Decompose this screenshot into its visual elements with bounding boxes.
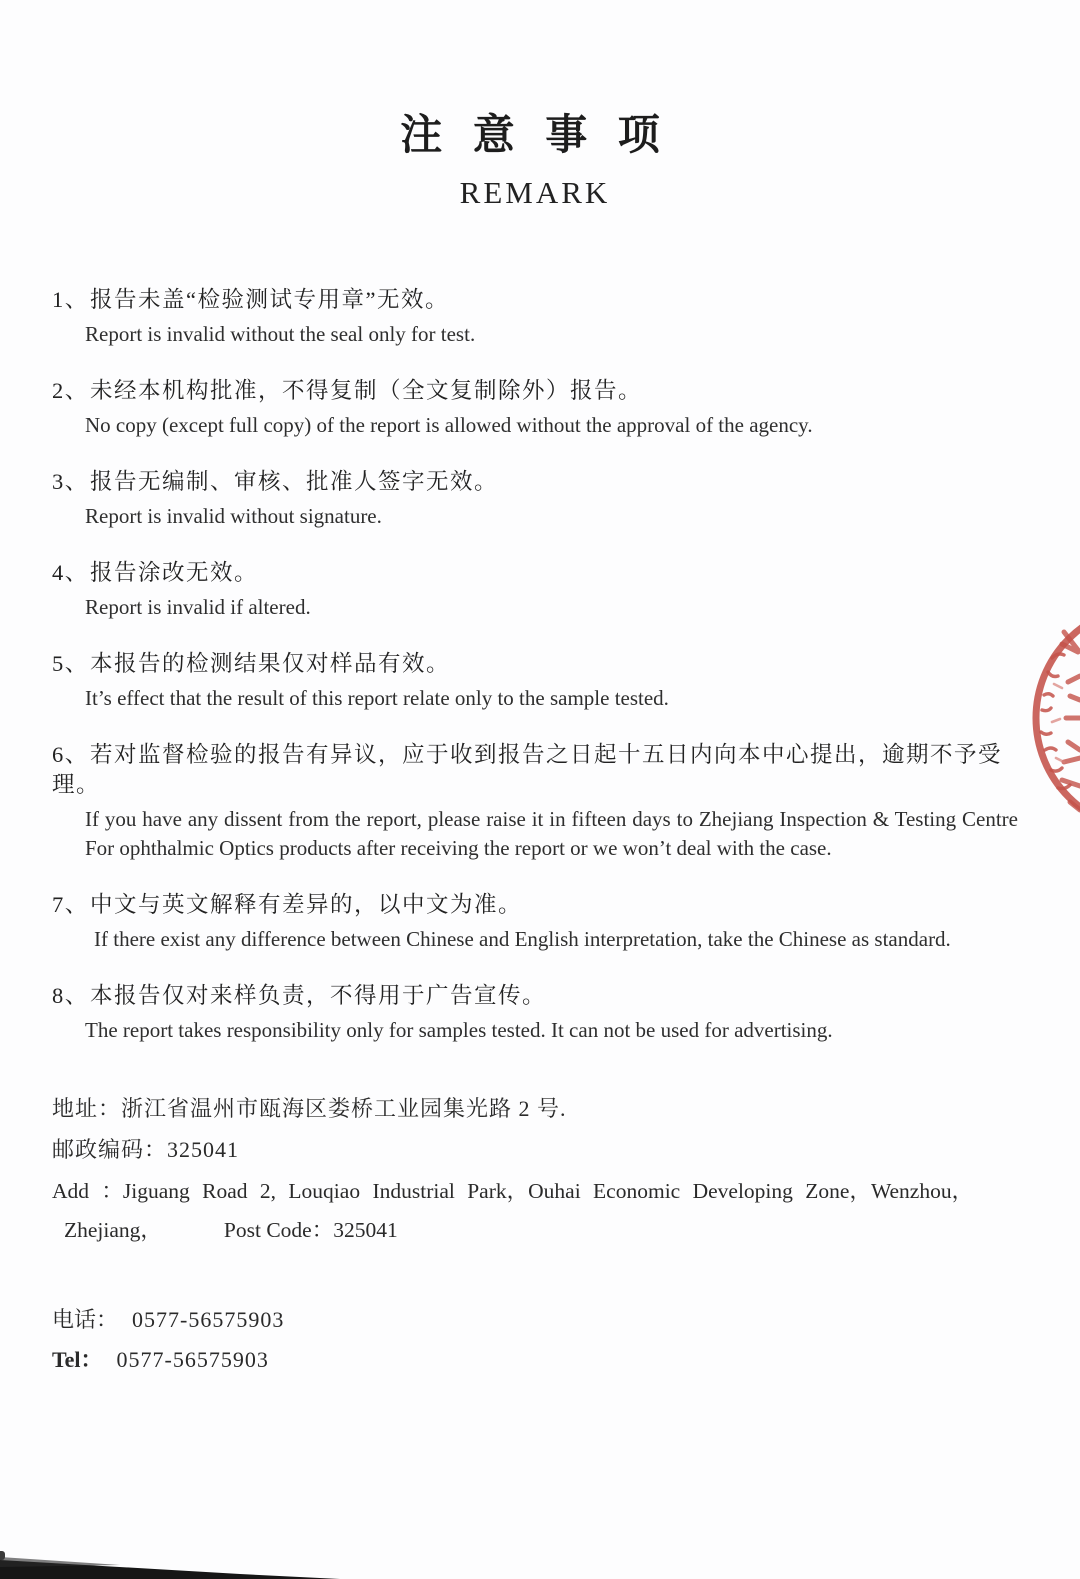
item-cn-line: [52, 285, 1018, 315]
item-cn-line: [52, 467, 1018, 497]
item-text-en: Report is invalid without signature.: [85, 504, 382, 528]
item-number: 4、: [52, 560, 89, 585]
item-number: 1、: [52, 287, 89, 312]
address-english-line2: [64, 1216, 1018, 1244]
item-cn-line: [52, 740, 1018, 800]
item-cn-line: [52, 981, 1018, 1011]
address-english-line1: Add ：Jiguang Road 2, Louqiao Industrial Park，Ouhai Economic Developing Zone，Wenzhou，: [52, 1179, 974, 1203]
page-title-english: REMARK: [459, 175, 611, 210]
item-text-cn: 中文与英文解释有差异的，以中文为准。: [90, 892, 523, 917]
item-text-cn: 本报告的检测结果仅对样品有效。: [90, 651, 451, 676]
tel-label: Tel：: [52, 1347, 103, 1372]
item-cn-line: [52, 376, 1018, 406]
item-cn-line: [52, 649, 1018, 679]
phone-row-chinese: [52, 1306, 1018, 1334]
list-item-1: [52, 285, 1018, 349]
list-item-3: [52, 467, 1018, 531]
scan-artifact-left-tick: [0, 1551, 5, 1560]
address-english-postcode: Post Code：325041: [223, 1218, 398, 1242]
item-text-cn: 未经本机构批准，不得复制（全文复制除外）报告。: [90, 378, 643, 403]
list-item-2: [52, 376, 1018, 440]
item-text-en: Report is invalid if altered.: [85, 595, 311, 619]
item-cn-line: [52, 890, 1018, 920]
remark-list: [52, 285, 1018, 1045]
list-item-6: [52, 740, 1018, 863]
tel-number: 0577-56575903: [116, 1347, 269, 1372]
item-cn-line: [52, 558, 1018, 588]
address-block: [52, 1095, 1018, 1244]
item-text-cn: 若对监督检验的报告有异议，应于收到报告之日起十五日内向本中心提出，逾期不予受理。: [52, 742, 1003, 797]
item-text-en: Report is invalid without the seal only for test.: [85, 322, 476, 346]
item-number: 7、: [52, 892, 89, 917]
item-number: 6、: [52, 742, 89, 767]
page-title-chinese: 注 意 事 项: [400, 113, 670, 159]
scan-artifact-bottom-left: [0, 1549, 340, 1579]
address-english-region: Zhejiang，: [64, 1218, 162, 1242]
list-item-8: [52, 981, 1018, 1045]
item-text-cn: 本报告仅对来样负责，不得用于广告宣传。: [90, 983, 547, 1008]
item-number: 3、: [52, 469, 89, 494]
item-number: 5、: [52, 651, 89, 676]
postcode-chinese: 邮政编码：325041: [52, 1137, 240, 1162]
item-text-cn: 报告未盖“检验测试专用章”无效。: [90, 287, 449, 312]
list-item-5: [52, 649, 1018, 713]
address-chinese: 地址：浙江省温州市瓯海区娄桥工业园集光路 2 号.: [52, 1096, 567, 1121]
item-text-en: The report takes responsibility only for samples tested. It can not be used for advertising.: [85, 1018, 833, 1042]
list-item-7: [52, 890, 1018, 954]
item-text-en: No copy (except full copy) of the report is allowed without the approval of the agency.: [85, 413, 813, 437]
item-number: 8、: [52, 983, 89, 1008]
contact-block: [52, 1306, 1018, 1374]
list-item-4: [52, 558, 1018, 622]
phone-label-cn: 电话：: [52, 1307, 119, 1332]
item-text-en: If you have any dissent from the report, please raise it in fifteen days to Zhejiang Inspection & Testing Centre For ophthalmic Optics products after receiving the report or we won’t deal with the case.: [85, 807, 1018, 860]
item-number: 2、: [52, 378, 89, 403]
item-text-cn: 报告无编制、审核、批准人签字无效。: [90, 469, 499, 494]
item-text-en: It’s effect that the result of this report relate only to the sample tested.: [85, 686, 669, 710]
phone-row-english: [52, 1346, 1018, 1374]
item-text-en: If there exist any difference between Chinese and English interpretation, take the Chinese as standard.: [94, 927, 951, 951]
phone-number-cn: 0577-56575903: [132, 1307, 285, 1332]
item-text-cn: 报告涂改无效。: [90, 560, 259, 585]
